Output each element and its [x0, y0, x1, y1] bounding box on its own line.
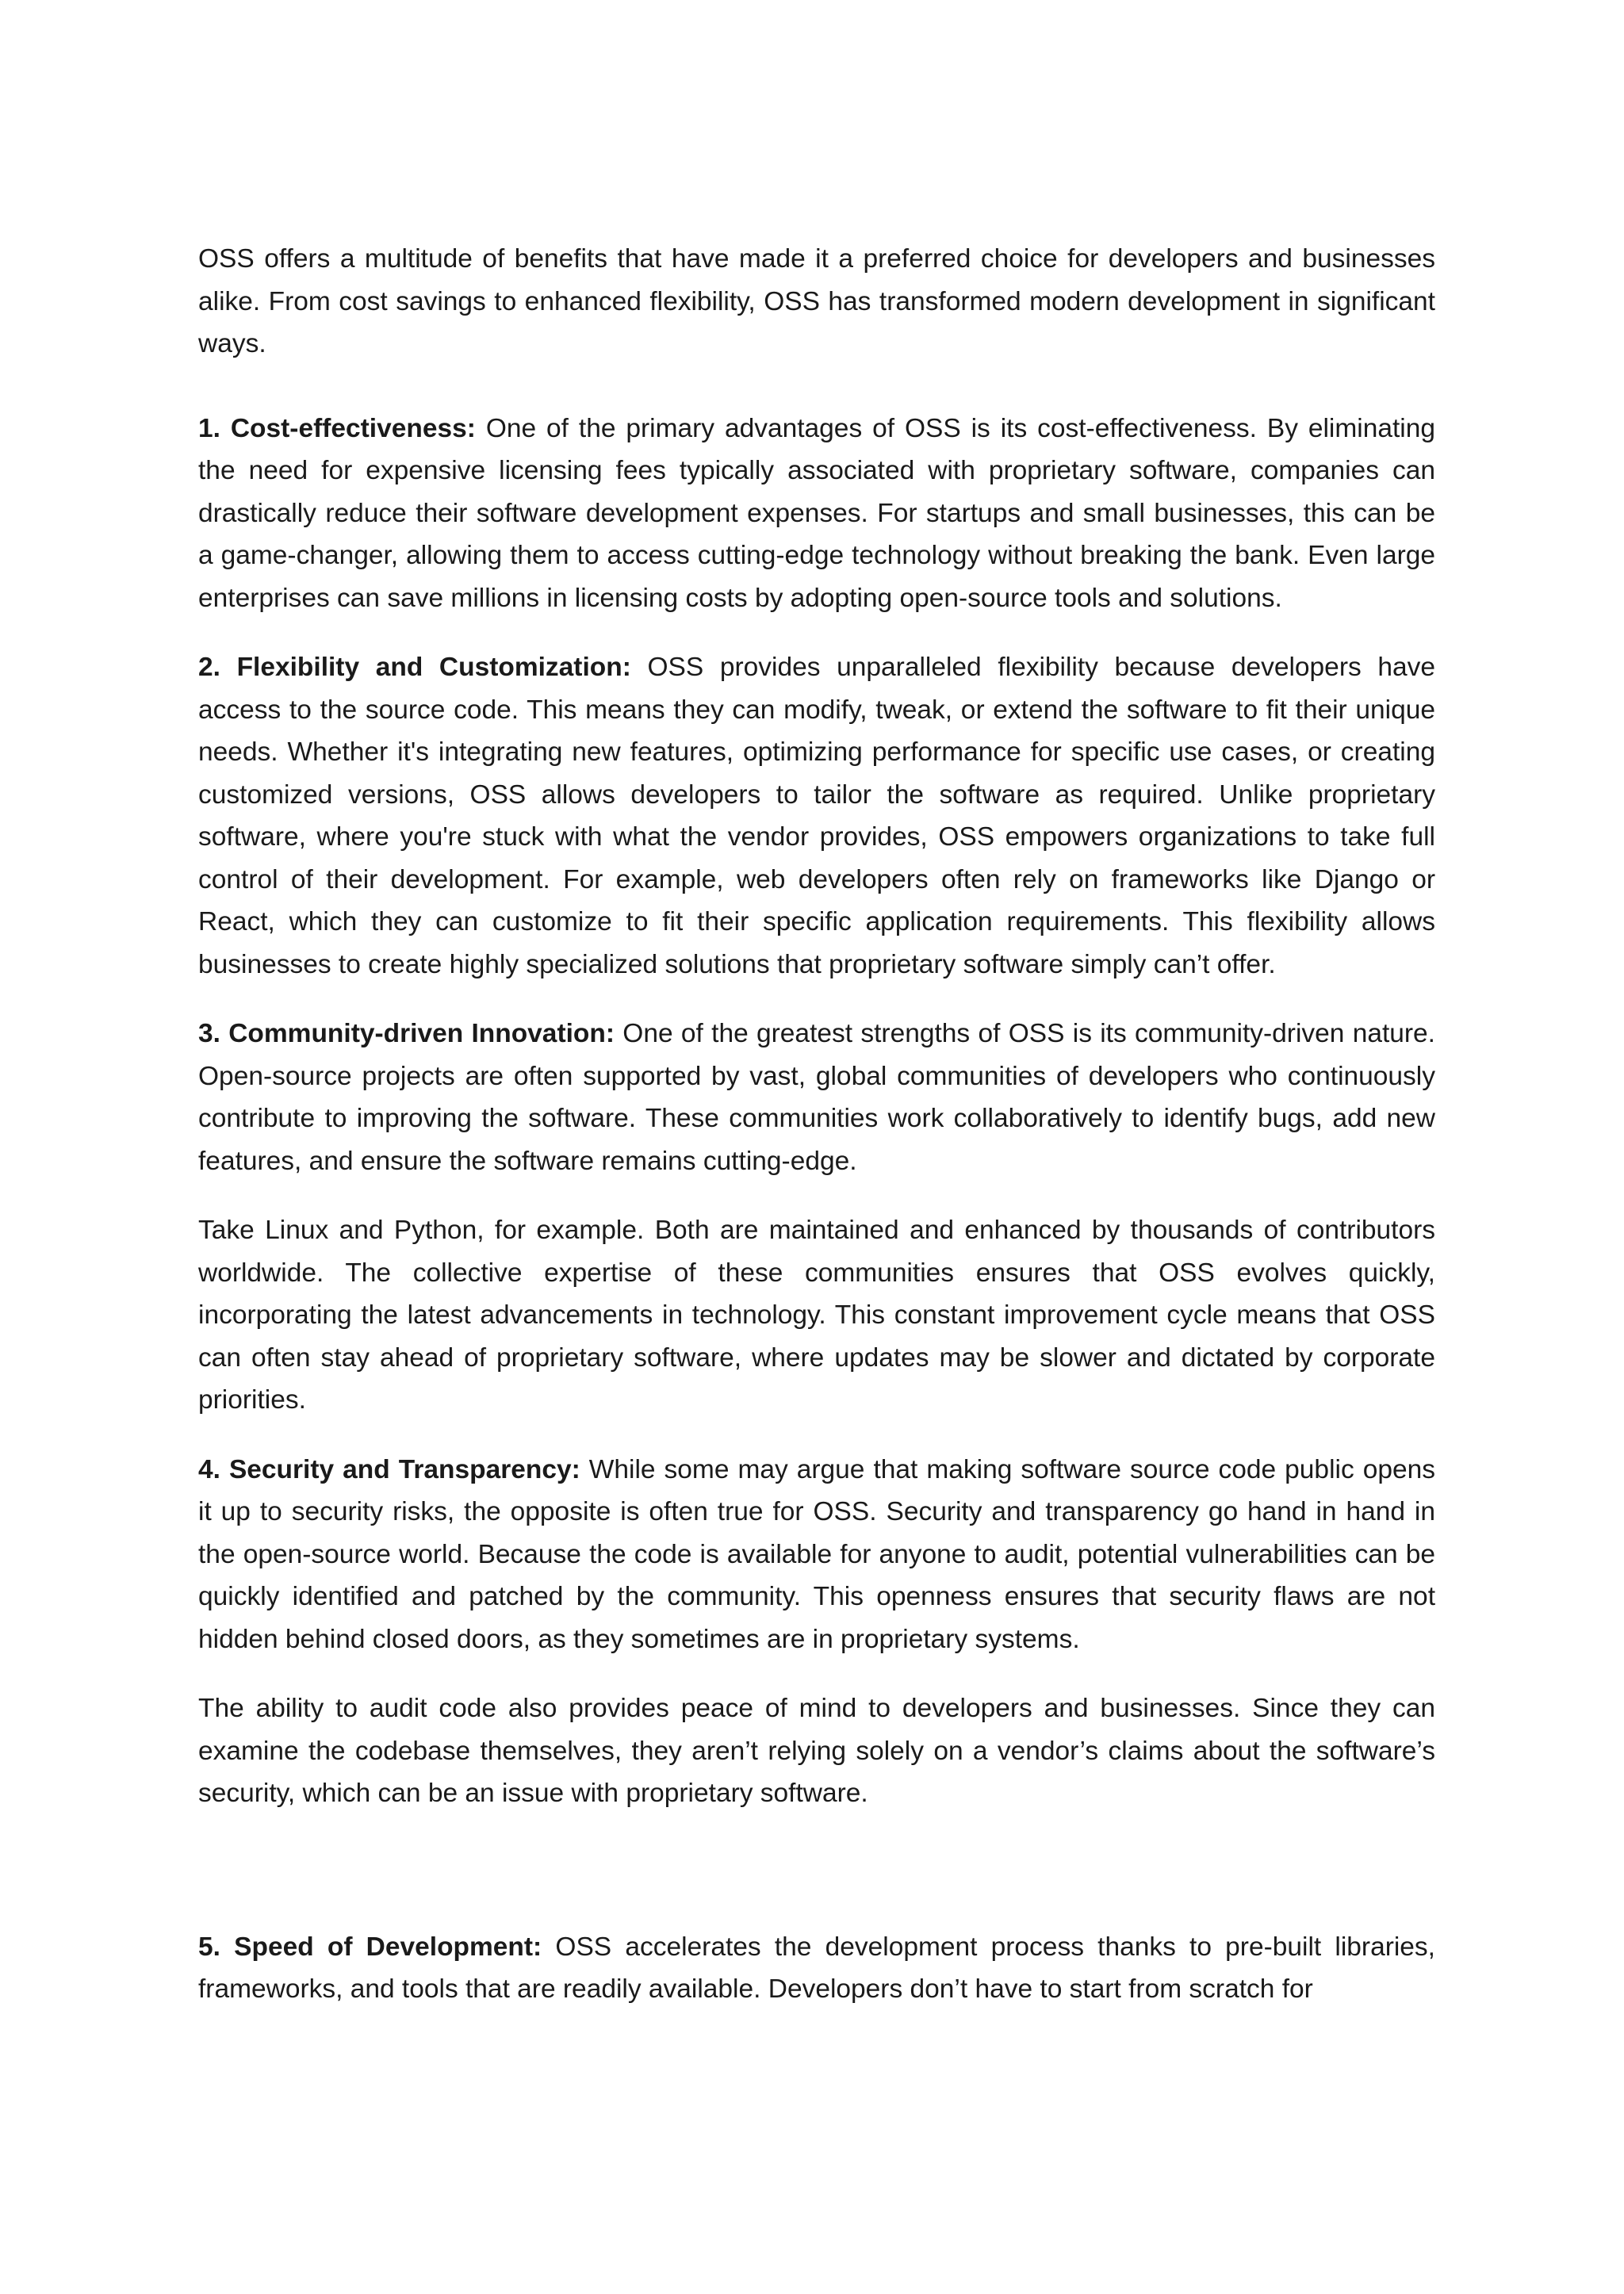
paragraph-linux-python: Take Linux and Python, for example. Both are maintained and enhanced by thousands of contributors worldwide. The collective expertise of these communities ensures that OSS evolves quickly, incorporating the latest advancements in technology. This constant improvement cycle means that OSS can often stay ahead of proprietary software, where updates may be slower and dictated by corporate priorities. — [198, 1216, 1435, 1415]
section-body: While some may argue that making software source code public opens it up to security risks, the opposite is often true for OSS. Security and transparency go hand in hand in the open-source world. Because the code is available for anyone to audit, potential vulnerabilities can be quickly identified and patched by the community. This openness ensures that security flaws are not hidden behind closed doors, as they sometimes are in proprietary systems. — [198, 1454, 1435, 1654]
section-heading: 5. Speed of Development: — [198, 1932, 542, 1962]
section-body: OSS accelerates the development process thanks to pre-built libraries, frameworks, and tools that are readily available. Developers don’t have to start from scratch for — [198, 1932, 1435, 2004]
paragraph-audit-code: The ability to audit code also provides peace of mind to developers and businesses. Since they can examine the codebase themselves, they aren’t relying solely on a vendor’s claims about the software’s security, which can be an issue with proprietary software. — [198, 1694, 1435, 1808]
section-body: One of the primary advantages of OSS is its cost-effectiveness. By eliminating the need for expensive licensing fees typically associated with proprietary software, companies can drastically reduce their software development expenses. For startups and small businesses, this can be a game-changer, allowing them to access cutting-edge technology without breaking the bank. Even large enterprises can save millions in licensing costs by adopting open-source tools and solutions. — [198, 413, 1436, 613]
section-heading: 4. Security and Transparency: — [198, 1454, 580, 1484]
section-cost-effectiveness — [198, 408, 1435, 620]
section-heading: 3. Community-driven Innovation: — [198, 1019, 615, 1048]
section-speed-of-development — [198, 1926, 1435, 2011]
section-community-innovation — [198, 1013, 1435, 1182]
intro-paragraph: OSS offers a multitude of benefits that have made it a preferred choice for developers and businesses alike. From cost savings to enhanced flexibility, OSS has transformed modern development in significant ways. — [198, 244, 1435, 358]
section-heading: 1. Cost-effectiveness: — [198, 413, 476, 443]
section-flexibility — [198, 646, 1435, 986]
section-body: OSS provides unparalleled flexibility because developers have access to the source code. This means they can modify, tweak, or extend the software to fit their unique needs. Whether it's integrating new features, optimizing performance for specific use cases, or creating customized versions, OSS allows developers to tailor the software as required. Unlike proprietary software, where you're stuck with what the vendor provides, OSS empowers organizations to take full control of their development. For example, web developers often rely on frameworks like Django or React, which they can customize to fit their specific application requirements. This flexibility allows businesses to create highly specialized solutions that proprietary software simply can’t offer. — [198, 653, 1436, 979]
document-page — [198, 238, 1435, 2038]
section-heading: 2. Flexibility and Customization: — [198, 653, 631, 682]
section-security-transparency — [198, 1449, 1435, 1661]
section-body: One of the greatest strengths of OSS is its community-driven nature. Open-source projects are often supported by vast, global communities of developers who continuously contribute to improving the software. These communities work collaboratively to identify bugs, add new features, and ensure the software remains cutting-edge. — [198, 1019, 1435, 1176]
